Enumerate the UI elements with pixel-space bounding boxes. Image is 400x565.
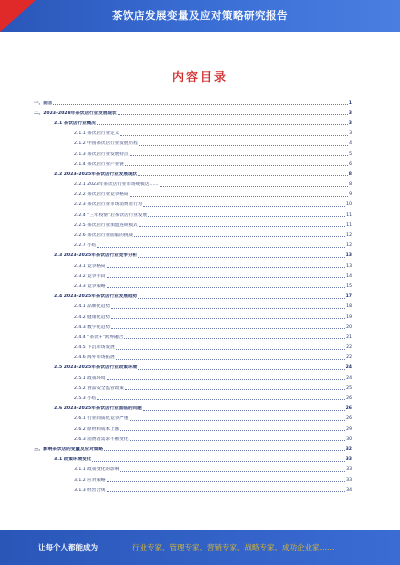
footer-roles: 行业专家、管理专家、营销专家、战略专家、成功企业家…… — [132, 543, 335, 552]
toc-entry[interactable] — [28, 178, 352, 188]
toc-page-number: 11 — [346, 212, 352, 218]
toc-entry[interactable] — [28, 208, 352, 218]
toc-entry[interactable] — [28, 483, 352, 493]
toc-leader-dots — [148, 216, 345, 217]
toc-leader-dots — [53, 104, 347, 105]
toc-leader-dots — [125, 165, 348, 166]
toc-entry[interactable] — [28, 371, 352, 381]
toc-page-number: 5 — [349, 151, 352, 157]
toc-leader-dots — [116, 349, 345, 350]
toc-leader-dots — [116, 359, 345, 360]
toc-entry[interactable] — [28, 147, 352, 157]
page-footer — [0, 530, 400, 565]
toc-page-number: 3 — [349, 131, 352, 137]
toc-entry-title: 2.4.1 品牌化趋势 — [74, 304, 111, 310]
toc-entry-title: 2.5.2 食品安全监管政策 — [74, 385, 124, 391]
toc-entry[interactable] — [28, 106, 352, 116]
toc-entry[interactable] — [28, 473, 352, 483]
toc-entry-title: 2.1 茶饮店行业概况 — [54, 120, 96, 126]
toc-page-number: 19 — [346, 314, 352, 320]
toc-leader-dots — [138, 298, 344, 299]
toc-page-number: 24 — [346, 375, 352, 381]
toc-leader-dots — [130, 420, 346, 421]
toc-entry[interactable] — [28, 137, 352, 147]
toc-entry[interactable] — [28, 239, 352, 249]
toc-page-number: 22 — [346, 345, 352, 351]
toc-leader-dots — [107, 491, 346, 492]
toc-entry[interactable] — [28, 290, 352, 300]
toc-entry[interactable] — [28, 351, 352, 361]
toc-page-number: 33 — [346, 477, 352, 483]
toc-page-number: 33 — [346, 467, 352, 473]
toc-entry-title: 2.2.6 茶饮店行业面临的挑战 — [74, 233, 134, 239]
toc-entry[interactable] — [28, 320, 352, 330]
toc-leader-dots — [139, 145, 348, 146]
toc-page-number: 6 — [349, 161, 352, 167]
toc-leader-dots — [134, 236, 345, 237]
table-of-contents — [28, 96, 352, 493]
toc-entry[interactable] — [28, 422, 352, 432]
toc-page-number: 1 — [348, 100, 352, 106]
toc-entry[interactable] — [28, 402, 352, 412]
toc-entry[interactable] — [28, 361, 352, 371]
toc-leader-dots — [111, 318, 345, 319]
toc-page-number: 32 — [345, 446, 352, 452]
toc-entry[interactable] — [28, 442, 352, 452]
toc-page-number: 14 — [346, 273, 352, 279]
toc-page-number: 26 — [346, 396, 352, 402]
toc-entry[interactable] — [28, 432, 352, 442]
toc-leader-dots — [107, 287, 346, 288]
toc-entry[interactable] — [28, 127, 352, 137]
toc-leader-dots — [120, 430, 345, 431]
toc-leader-dots — [138, 175, 348, 176]
toc-entry[interactable] — [28, 453, 352, 463]
toc-leader-dots — [139, 226, 345, 227]
toc-entry[interactable] — [28, 116, 352, 126]
toc-entry-title: 2.6.1 行业同质化竞争严重 — [74, 416, 129, 422]
toc-entry-title: 2.2.5 茶饮店行业加盟连锁模式 — [74, 222, 138, 228]
toc-entry[interactable] — [28, 157, 352, 167]
toc-page-number: 11 — [346, 222, 352, 228]
toc-page-number: 29 — [346, 426, 352, 432]
toc-page-number: 13 — [346, 263, 352, 269]
toc-page-number: 26 — [345, 406, 352, 412]
toc-page-number: 10 — [346, 202, 352, 208]
toc-entry-title: 2.2.2 茶饮店行业竞争格局 — [74, 192, 129, 198]
toc-entry[interactable] — [28, 167, 352, 177]
toc-entry[interactable] — [28, 279, 352, 289]
toc-entry-title: 2.6.3 消费者需求不断变化 — [74, 436, 129, 442]
toc-leader-dots — [97, 247, 345, 248]
toc-leader-dots — [107, 277, 346, 278]
toc-entry[interactable] — [28, 391, 352, 401]
toc-page-number: 13 — [345, 253, 352, 259]
footer-slogan: 让每个人都能成为 — [38, 543, 98, 552]
toc-entry-title: 2.5 2023-2025年茶饮店行业政策环境 — [54, 365, 138, 371]
toc-entry-title: 2.1.2 中国茶饮店行业发展历程 — [74, 141, 138, 147]
toc-entry-title: 2.4 2023-2025年茶饮店行业发展趋势 — [54, 294, 138, 300]
toc-page-number: 24 — [345, 365, 352, 371]
toc-entry-title: 2.1.3 茶饮店行业发展特点 — [74, 151, 129, 157]
toc-entry[interactable] — [28, 341, 352, 351]
toc-entry-title: 3.1 政策环境变化 — [54, 457, 92, 463]
toc-entry[interactable] — [28, 188, 352, 198]
toc-entry[interactable] — [28, 412, 352, 422]
toc-entry[interactable] — [28, 259, 352, 269]
toc-entry-title: 2.2.4 “三年疫情”后茶饮店行业发展 — [74, 212, 148, 218]
toc-leader-dots — [160, 186, 349, 187]
toc-entry-title: 2.1.4 茶饮店行业产业链 — [74, 161, 124, 167]
toc-entry-title: 2.6.2 原材料成本上涨 — [74, 426, 120, 432]
toc-entry[interactable] — [28, 300, 352, 310]
toc-leader-dots — [124, 338, 345, 339]
toc-entry[interactable] — [28, 269, 352, 279]
toc-leader-dots — [125, 389, 345, 390]
toc-entry-title: 2.2.1 2023年茶饮店行业市场规模达…… — [74, 182, 159, 188]
toc-leader-dots — [92, 461, 344, 462]
toc-entry-title: 2.6 2023-2025年茶饮店行业面临的问题 — [54, 406, 142, 412]
toc-page-number: 9 — [349, 192, 352, 198]
toc-leader-dots — [138, 257, 344, 258]
toc-page-number: 21 — [346, 334, 352, 340]
toc-entry[interactable] — [28, 310, 352, 320]
toc-entry-title: 2.5.1 政策环境 — [74, 375, 106, 381]
toc-page-number: 17 — [345, 294, 352, 300]
toc-entry[interactable] — [28, 249, 352, 259]
toc-entry-title: 2.2.3 茶饮店行业市场消费者行为 — [74, 202, 143, 208]
toc-entry[interactable] — [28, 381, 352, 391]
toc-entry-title: 2.4.2 健康化趋势 — [74, 314, 111, 320]
toc-page-number: 33 — [345, 457, 352, 463]
toc-leader-dots — [120, 471, 345, 472]
toc-entry-title: 2.5.3 小结 — [74, 396, 97, 402]
toc-entry[interactable] — [28, 463, 352, 473]
toc-entry-title: 2.4.4 “茶饮+”跨界融合 — [74, 334, 124, 340]
toc-leader-dots — [143, 206, 345, 207]
toc-leader-dots — [111, 308, 345, 309]
toc-page-number: 20 — [346, 324, 352, 330]
toc-page-number: 8 — [349, 182, 352, 188]
toc-entry-title: 3.1.3 经营合规 — [74, 487, 106, 493]
toc-entry[interactable] — [28, 330, 352, 340]
toc-entry-title: 三、影响茶饮店的变量及应对策略 — [34, 446, 103, 452]
toc-entry[interactable] — [28, 96, 352, 106]
toc-entry-title: 2.3.1 竞争格局 — [74, 263, 106, 269]
toc-entry-title: 2.4.3 数字化趋势 — [74, 324, 111, 330]
toc-leader-dots — [130, 155, 349, 156]
toc-leader-dots — [118, 114, 348, 115]
toc-leader-dots — [107, 267, 346, 268]
toc-page-number: 15 — [346, 283, 352, 289]
toc-page-number: 22 — [346, 355, 352, 361]
toc-page-number: 12 — [346, 233, 352, 239]
toc-page-number: 4 — [349, 141, 352, 147]
toc-heading: 内容目录 — [171, 70, 228, 84]
toc-leader-dots — [107, 481, 346, 482]
toc-page-number: 8 — [348, 171, 352, 177]
toc-page-number: 18 — [346, 304, 352, 310]
toc-entry-title: 2.3 2023-2025年茶饮店行业竞争分析 — [54, 253, 138, 259]
toc-leader-dots — [104, 450, 345, 451]
page-header — [0, 0, 400, 32]
toc-entry-title: 2.3.2 竞争手段 — [74, 273, 106, 279]
toc-entry-title: 二、2023-2028年茶饮店行业发展现状 — [34, 110, 117, 116]
toc-page-number: 34 — [346, 487, 352, 493]
toc-entry-title: 3.1.1 政策变化的影响 — [74, 467, 120, 473]
toc-leader-dots — [107, 379, 346, 380]
toc-entry[interactable] — [28, 218, 352, 228]
toc-leader-dots — [143, 410, 345, 411]
toc-leader-dots — [138, 369, 344, 370]
toc-page-number: 30 — [346, 436, 352, 442]
toc-entry-title: 2.4.5 下沉市场发展 — [74, 345, 115, 351]
toc-entry[interactable] — [28, 228, 352, 238]
toc-page-number: 12 — [346, 243, 352, 249]
toc-entry-title: 3.1.2 应对策略 — [74, 477, 106, 483]
toc-entry-title: 2.2.7 小结 — [74, 243, 97, 249]
toc-entry-title: 一、前言 — [34, 100, 53, 106]
toc-entry-title: 2.3.3 竞争策略 — [74, 283, 106, 289]
toc-entry[interactable] — [28, 198, 352, 208]
toc-entry-title: 2.4.6 海外市场拓展 — [74, 355, 115, 361]
toc-leader-dots — [130, 440, 346, 441]
toc-entry-title: 2.2 2023-2025年茶饮店行业发展现状 — [54, 171, 138, 177]
toc-leader-dots — [97, 399, 345, 400]
toc-leader-dots — [130, 196, 349, 197]
toc-page-number: 3 — [348, 110, 352, 116]
toc-leader-dots — [111, 328, 345, 329]
report-title: 茶饮店发展变量及应对策略研究报告 — [112, 10, 288, 22]
toc-leader-dots — [97, 124, 348, 125]
toc-page-number: 25 — [346, 385, 352, 391]
toc-leader-dots — [120, 135, 348, 136]
toc-page-number: 26 — [346, 416, 352, 422]
toc-page-number: 3 — [348, 120, 352, 126]
toc-entry-title: 2.1.1 茶饮店行业定义 — [74, 131, 120, 137]
